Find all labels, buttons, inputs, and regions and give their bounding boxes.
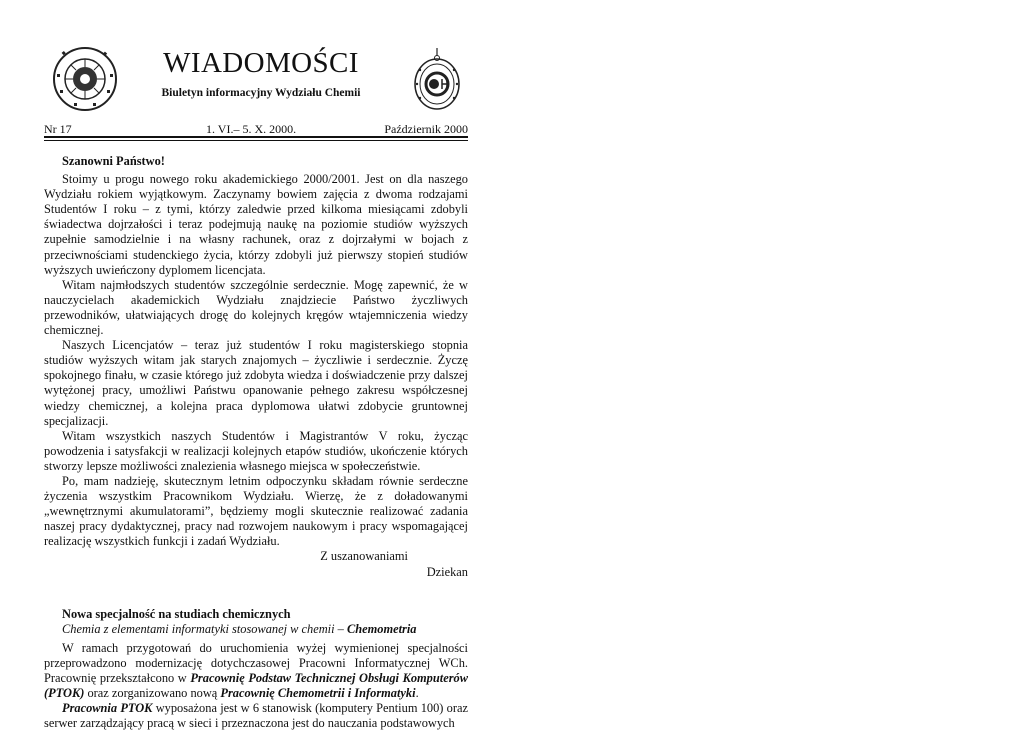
header-rule-thick [44, 136, 468, 138]
issue-dates: 1. VI.– 5. X. 2000. [206, 122, 297, 136]
article-text: . [415, 686, 419, 701]
article-subtitle [62, 622, 468, 637]
article-subtitle-emphasis: Chemometria [346, 621, 417, 636]
issue-month: Październik 2000 [384, 122, 468, 136]
article-paragraph [44, 641, 468, 701]
faculty-of-chemistry-emblem-icon [412, 46, 462, 112]
letter-greeting: Szanowni Państwo! [62, 154, 165, 168]
article-title: Nowa specjalność na studiach chemicznych [62, 606, 291, 621]
article-text: W ramach przygotowań do uruchomienia wyżej wymienionej specjalności przeprowadzono modernizację dotychczasowej Pracowni Informatycznej WCh. Pracownię przekształcono w [44, 640, 468, 685]
article-paragraph [44, 701, 468, 731]
letter-signature: Dziekan [426, 564, 468, 579]
university-seal-icon [52, 46, 118, 112]
letter-paragraph: Witam wszystkich naszych Studentów i Magistrantów V roku, życząc powodzenia i satysfakcji w realizacji kolejnych etapów studiów, ukończenie których stworzy lepsze możliwości znalezienia własnego miejsca w społeczeństwie. [44, 428, 468, 473]
article-text: oraz zorganizowano nową [84, 686, 221, 701]
header-rule-thin [44, 140, 468, 141]
letter-paragraph: Po, mam nadzieję, skutecznym letnim odpoczynku składam równie serdeczne życzenia wszystkim Pracownikom Wydziału. Wierzę, że z doładowanymi „wewnętrznymi akumulatorami”, będziemy mogli skutecznie realizować zadania naszej pracy dydaktycznej, pracy nad rozwojem naukowym i pracy wspomagającej realizację wszystkich funkcji i zadań Wydziału. [44, 473, 468, 549]
letter-paragraph: Naszych Licencjatów – teraz już studentów I roku magisterskiego stopnia studiów wyższych witam jak starych znajomych – życzliwie i serdecznie. Życzę spokojnego finału, w czasie którego już zdobyta wiedza i doświadczenie przy dalszej wytężonej pracy, umożliwi Państwu opanowanie pełnego zakresu współczesnej wiedzy chemicznej, a kolejna praca dyplomowa ułatwi zdobycie gruntownej specjalizacji. [44, 338, 468, 428]
article-emphasis: Pracownię Chemometrii i Informatyki [220, 686, 416, 701]
issue-number: Nr 17 [44, 122, 72, 136]
letter-paragraph: Witam najmłodszych studentów szczególnie serdecznie. Mogę zapewnić, że w nauczycielach akademickich Wydziału znajdziecie Państwo życzliwych przewodników, ułatwiających drogę do kolejnych kręgów wtajemniczenia wiedzy chemicznej. [44, 277, 468, 338]
article-subtitle-text: Chemia z elementami informatyki stosowanej w chemii – [62, 621, 347, 636]
document-body [44, 154, 468, 731]
article-text: wyposażona jest w 6 stanowisk (komputery Pentium 100) oraz serwer zarządzający pracą w sieci i przeznaczona jest do nauczania podstawowych [44, 701, 468, 731]
article-emphasis: Pracownia PTOK [62, 701, 153, 716]
masthead-subtitle: Biuletyn informacyjny Wydziału Chemii [161, 87, 361, 99]
letter-paragraph: Stoimy u progu nowego roku akademickiego 2000/2001. Jest on dla naszego Wydziału rokiem wyjątkowym. Zaczynamy bowiem zajęcia z dwoma rodzajami Studentów I roku – z tymi, którzy zaledwie przed kilkoma miesiącami zdobyli świadectwa dojrzałości i teraz podejmują naukę na poziomie studiów wyższych zupełnie samodzielnie i na własny rachunek, oraz z dojrzałymi w bojach z przeciwnościami studenckiego życia, którzy zdobyli już pierwszy stopień studiów wyższych uwieńczony dyplomem licencjata. [44, 172, 468, 277]
letter-closing: Z uszanowaniami [320, 549, 408, 564]
article-emphasis: Pracownię Podstaw Technicznej Obsługi Komputerów (PTOK) [44, 671, 468, 701]
masthead-title: WIADOMOŚCI [163, 47, 359, 79]
